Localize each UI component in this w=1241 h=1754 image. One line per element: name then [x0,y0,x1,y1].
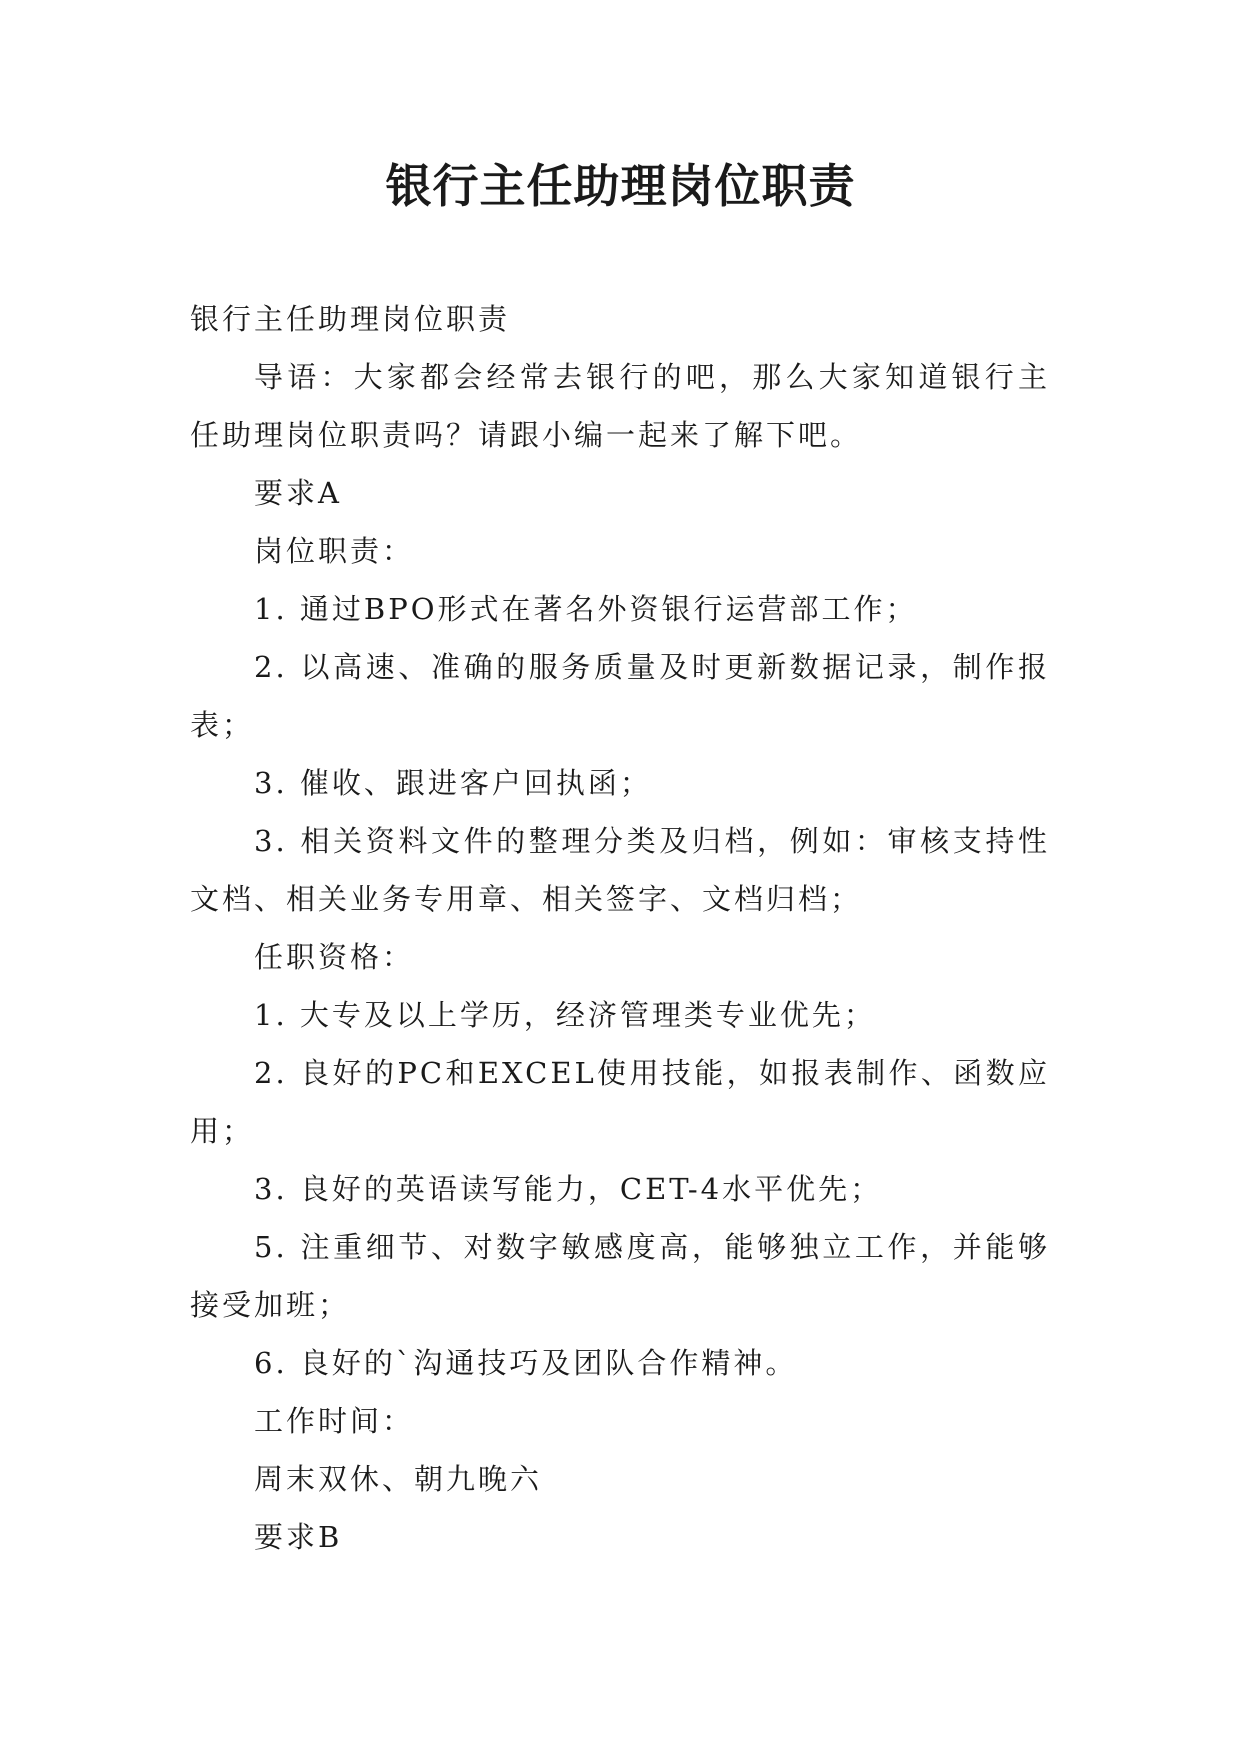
work-hours-text: 周末双休、朝九晚六 [254,1462,543,1496]
section-heading-qualifications: 任职资格： [254,940,415,974]
qualification-item: 3. 良好的英语读写能力，CET-4水平优先； [254,1172,883,1206]
section-label-b: 要求B [254,1520,343,1554]
section-label-a: 要求A [254,476,342,510]
duty-item: 2. 以高速、准确的服务质量及时更新数据记录，制作报表； [190,650,1050,742]
section-heading-duties: 岗位职责： [254,534,415,568]
section-heading-hours: 工作时间： [254,1404,415,1438]
duty-item: 3. 催收、跟进客户回执函； [254,766,652,800]
duty-item: 1. 通过BPO形式在著名外资银行运营部工作； [254,592,918,626]
qualification-item: 5. 注重细节、对数字敏感度高，能够独立工作，并能够接受加班； [190,1230,1050,1322]
qualification-item: 1. 大专及以上学历，经济管理类专业优先； [254,998,876,1032]
qualification-item: 6. 良好的`沟通技巧及团队合作精神。 [254,1346,798,1380]
paragraph-heading: 银行主任助理岗位职责 [190,302,511,336]
document-body [190,290,1050,1566]
paragraph-intro: 导语：大家都会经常去银行的吧，那么大家知道银行主任助理岗位职责吗？请跟小编一起来了解下吧。 [190,360,1050,452]
duty-item: 3. 相关资料文件的整理分类及归档，例如：审核支持性文档、相关业务专用章、相关签字、文档归档； [190,824,1050,916]
qualification-item: 2. 良好的PC和EXCEL使用技能，如报表制作、函数应用； [190,1056,1050,1148]
document-title: 银行主任助理岗位职责 [385,159,856,213]
